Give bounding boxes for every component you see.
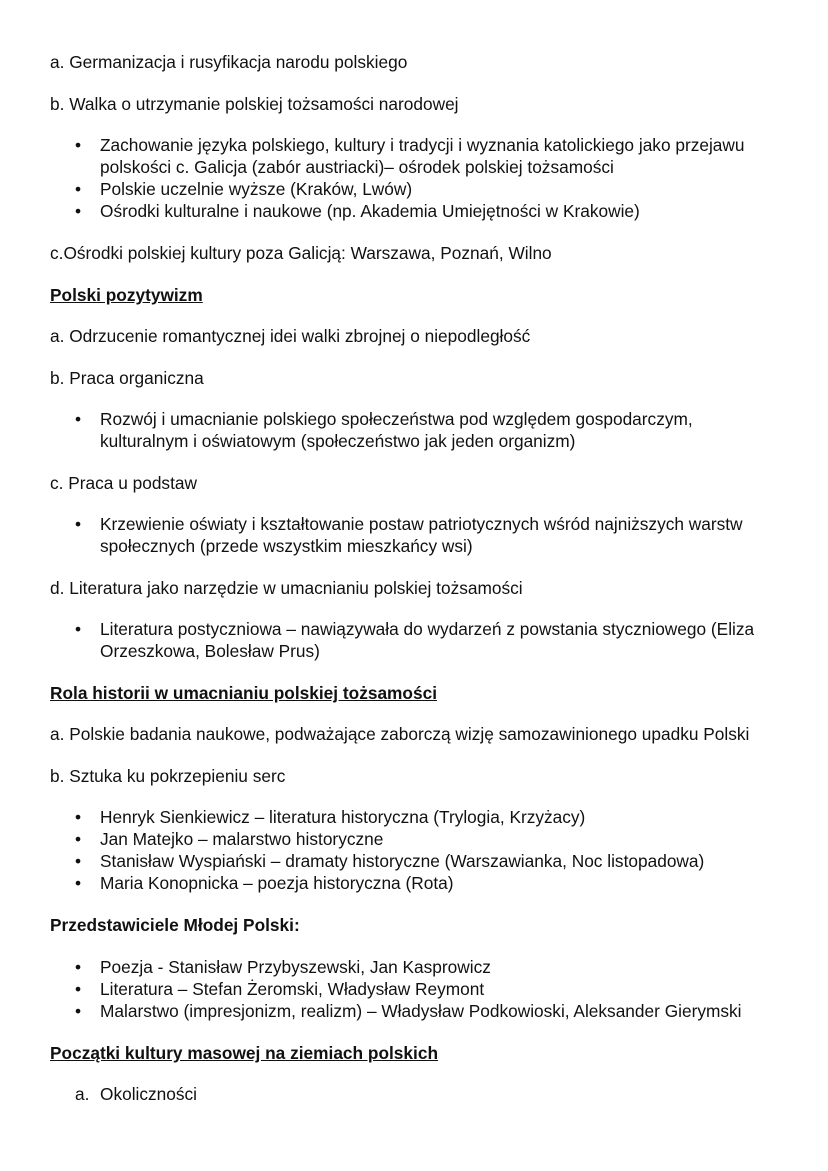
list-item-continuation: kulturalnym i oświatowym (społeczeństwo jak jeden organizm): [100, 431, 576, 451]
list-item-continuation: Orzeszkowa, Bolesław Prus): [100, 641, 320, 661]
bullet-icon: •: [75, 851, 82, 871]
section-heading-kultura-masowa: Początki kultury masowej na ziemiach polskich: [50, 1043, 439, 1063]
bullet-icon: •: [75, 873, 82, 893]
list-item-okolicznosci: a. Okoliczności: [75, 1084, 197, 1104]
section-heading-pozytywizm: Polski pozytywizm: [50, 285, 203, 305]
bullet-icon: •: [75, 829, 82, 849]
section-heading-mloda-polska: Przedstawiciele Młodej Polski:: [50, 915, 300, 935]
bullet-icon: •: [75, 1001, 82, 1021]
item-literatura: d. Literatura jako narzędzie w umacnianiu polskiej tożsamości: [50, 578, 523, 598]
bullet-icon: •: [75, 409, 82, 429]
bullet-icon: •: [75, 201, 82, 221]
item-praca-u-podstaw: c. Praca u podstaw: [50, 473, 197, 493]
bullet-icon: •: [75, 135, 82, 155]
item-badania: a. Polskie badania naukowe, podważające zaborczą wizję samozawinionego upadku Polski: [50, 724, 750, 744]
bullet-icon: •: [75, 619, 82, 639]
bullet-icon: •: [75, 979, 82, 999]
bullet-icon: •: [75, 957, 82, 977]
item-osrodki: c.Ośrodki polskiej kultury poza Galicją: Warszawa, Poznań, Wilno: [50, 243, 552, 263]
item-sztuka: b. Sztuka ku pokrzepieniu serc: [50, 766, 286, 786]
list-item-continuation: społecznych (przede wszystkim mieszkańcy wsi): [100, 536, 473, 556]
bullet-icon: •: [75, 179, 82, 199]
item-germanizacja: a. Germanizacja i rusyfikacja narodu polskiego: [50, 52, 408, 72]
bullet-icon: •: [75, 514, 82, 534]
section-heading-rola-historii: Rola historii w umacnianiu polskiej tożsamości: [50, 683, 437, 703]
list-item-continuation: polskości c. Galicja (zabór austriacki)– ośrodek polskiej tożsamości: [100, 157, 614, 177]
item-odrzucenie: a. Odrzucenie romantycznej idei walki zbrojnej o niepodległość: [50, 326, 531, 346]
item-praca-organiczna: b. Praca organiczna: [50, 368, 204, 388]
item-walka: b. Walka o utrzymanie polskiej tożsamości narodowej: [50, 94, 459, 114]
bullet-icon: •: [75, 807, 82, 827]
list-marker: a.: [75, 1084, 90, 1104]
